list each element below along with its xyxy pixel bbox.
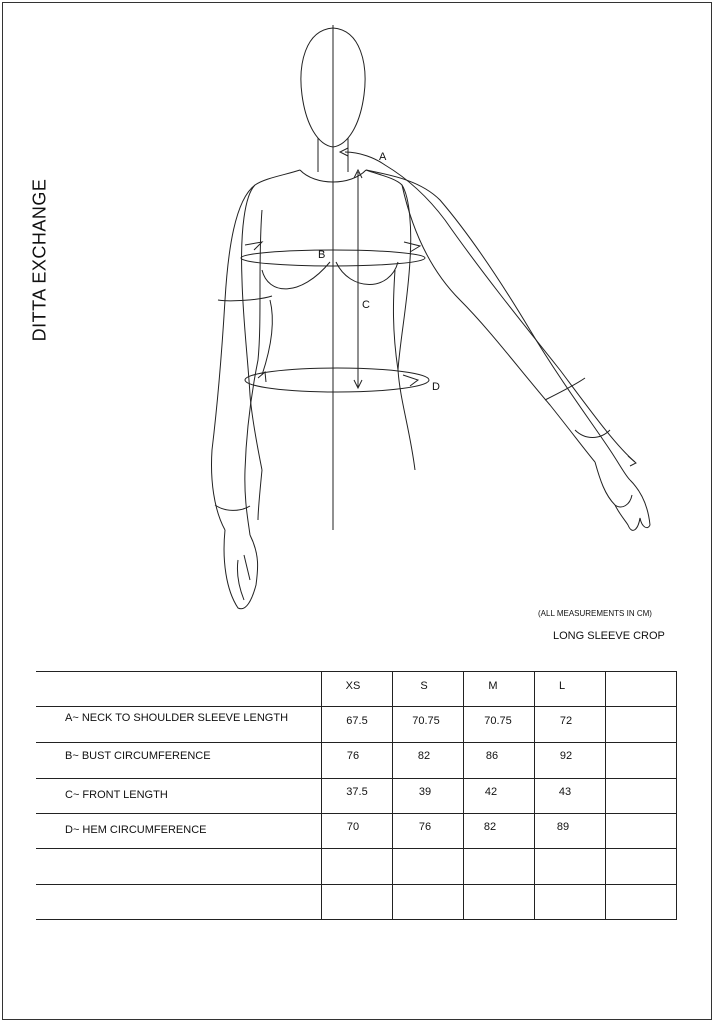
table-cell: 37.5 — [346, 786, 368, 798]
table-border — [36, 706, 676, 707]
table-cell: 82 — [417, 750, 431, 762]
bust-arrow-right — [404, 242, 420, 252]
table-cell: 92 — [559, 750, 573, 762]
product-name: LONG SLEEVE CROP — [553, 630, 665, 642]
right-torso-outline — [366, 170, 415, 470]
table-cell: 82 — [483, 821, 497, 833]
left-cuff — [215, 505, 250, 510]
table-border — [676, 671, 677, 920]
left-waist — [262, 300, 272, 375]
table-border — [36, 742, 676, 743]
brand-title: DITTA EXCHANGE — [29, 178, 50, 342]
table-cell: 86 — [485, 750, 499, 762]
size-header: M — [488, 680, 498, 692]
table-cell: 42 — [484, 786, 498, 798]
table-cell: 70.75 — [484, 715, 512, 727]
right-elbow — [545, 378, 585, 400]
table-border — [392, 671, 393, 920]
table-cell: 70.75 — [412, 715, 440, 727]
size-header: L — [558, 680, 566, 692]
table-cell: 76 — [418, 821, 432, 833]
figure-label-d: D — [432, 381, 440, 393]
table-border — [36, 671, 676, 672]
table-border — [321, 671, 322, 920]
lower-left — [258, 470, 262, 520]
left-torso-outline — [242, 170, 300, 470]
left-arm-outer — [212, 185, 255, 530]
row-label: A~ NECK TO SHOULDER SLEEVE LENGTH — [65, 712, 289, 724]
row-label: D~ HEM CIRCUMFERENCE — [65, 824, 207, 836]
size-header: S — [420, 680, 428, 692]
right-arm-upper — [366, 170, 630, 480]
row-label: B~ BUST CIRCUMFERENCE — [65, 750, 211, 762]
figure-label-c: C — [362, 299, 370, 311]
table-border — [36, 848, 676, 849]
size-header: XS — [345, 680, 361, 692]
table-cell: 72 — [559, 715, 573, 727]
row-label: C~ FRONT LENGTH — [65, 789, 168, 801]
table-border — [605, 671, 606, 920]
table-border — [36, 778, 676, 779]
right-arm-lower — [402, 185, 595, 462]
table-cell: 70 — [346, 821, 360, 833]
left-arm-inner — [245, 210, 262, 535]
table-cell: 67.5 — [346, 715, 368, 727]
table-cell: 39 — [418, 786, 432, 798]
right-hand — [595, 462, 650, 530]
hem-arrow-right — [403, 375, 418, 386]
left-hand — [224, 530, 258, 609]
table-cell: 43 — [558, 786, 572, 798]
figure-label-a: A — [379, 151, 387, 163]
left-elbow — [218, 296, 272, 301]
table-border — [36, 919, 676, 920]
table-cell: 76 — [346, 750, 360, 762]
bust-arrow-left — [245, 242, 262, 250]
table-cell: 89 — [556, 821, 570, 833]
hem-measure-line — [245, 368, 429, 392]
right-waist — [393, 270, 398, 370]
right-cuff — [575, 430, 610, 438]
sleeve-length-line — [345, 152, 635, 462]
sleeve-arrow-bottom — [628, 456, 636, 466]
table-border — [36, 813, 676, 814]
table-border — [36, 884, 676, 885]
figure-label-b: B — [318, 249, 326, 261]
measurements-note: (ALL MEASUREMENTS IN CM) — [538, 609, 652, 618]
